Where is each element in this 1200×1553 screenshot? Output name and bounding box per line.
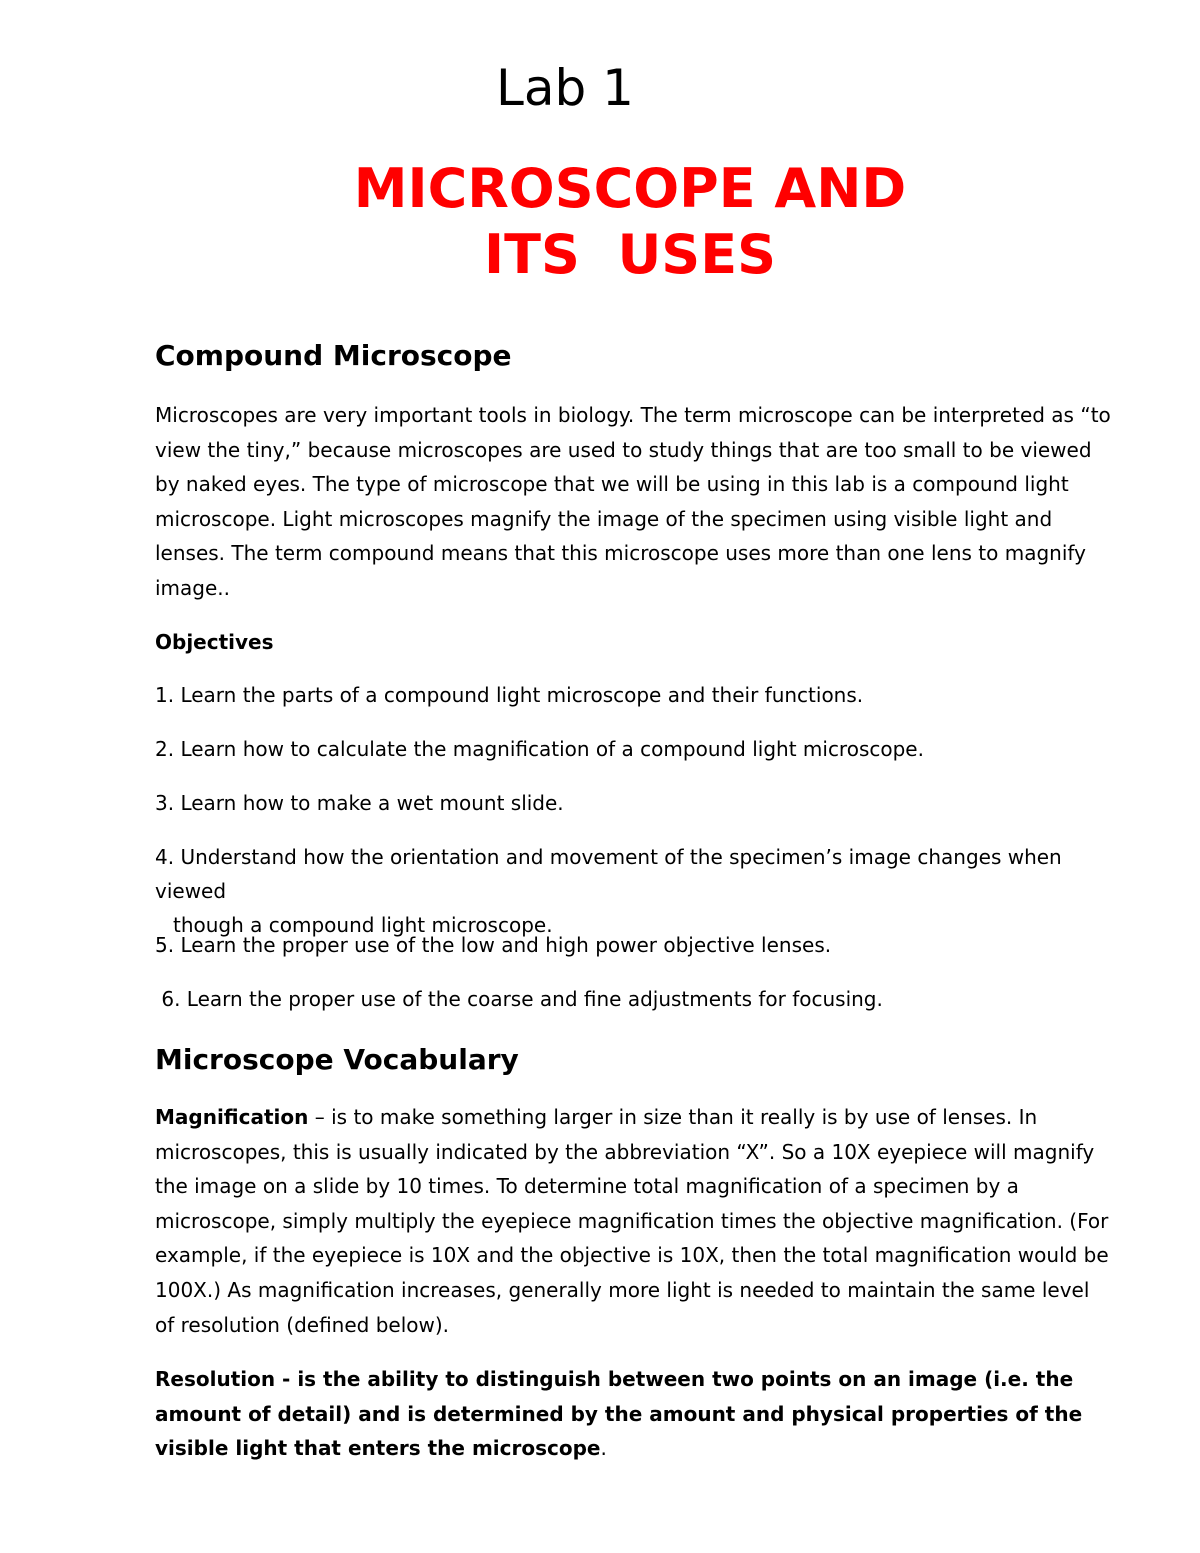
main-title bbox=[0, 156, 1200, 288]
resolution-period: . bbox=[600, 1436, 607, 1461]
objectives-label: Objectives bbox=[155, 630, 274, 654]
compound-microscope-paragraph: Microscopes are very important tools in biology. The term microscope can be interpreted as “to view the tiny,” because microscopes are used to study things that are too small to be viewed by naked eyes. The type of microscope that we will be using in this lab is a compound light microscope. Light microscopes magnify the image of the specimen using visible light and lenses. The term compound means that this microscope uses more than one lens to magnify image.. bbox=[155, 403, 1111, 600]
objective-item-4-continuation: though a compound light microscope. bbox=[173, 913, 553, 937]
objective-item-1: 1. Learn the parts of a compound light microscope and their functions. bbox=[155, 683, 864, 707]
lab-title: Lab 1 bbox=[496, 59, 634, 117]
objective-item-2: 2. Learn how to calculate the magnification of a compound light microscope. bbox=[155, 737, 924, 761]
microscope-vocabulary-heading: Microscope Vocabulary bbox=[155, 1043, 519, 1076]
objective-item-4-text: 4. Understand how the orientation and movement of the specimen’s image changes when viewed bbox=[155, 845, 1062, 903]
magnification-term: Magnification bbox=[155, 1105, 309, 1129]
objective-item-5: 5. Learn the proper use of the low and high power objective lenses. bbox=[155, 933, 832, 957]
compound-microscope-heading: Compound Microscope bbox=[155, 339, 512, 372]
resolution-definition bbox=[155, 1362, 1115, 1466]
resolution-text: Resolution - is the ability to distinguish between two points on an image (i.e. the amount of detail) and is determined by the amount and physical properties of the visible light that enters the microscope bbox=[155, 1367, 1083, 1461]
main-title-line1: MICROSCOPE AND bbox=[353, 157, 907, 220]
main-title-line2: ITS USES bbox=[484, 223, 776, 286]
objective-item-3: 3. Learn how to make a wet mount slide. bbox=[155, 791, 564, 815]
objective-item-4 bbox=[155, 840, 1125, 942]
objective-item-6: 6. Learn the proper use of the coarse and fine adjustments for focusing. bbox=[155, 987, 883, 1011]
magnification-definition bbox=[155, 1100, 1115, 1342]
magnification-text: – is to make something larger in size than it really is by use of lenses. In microscopes, this is usually indicated by the abbreviation “X”. So a 10X eyepiece will magnify the image on a slide by 10 times. To determine total magnification of a specimen by a microscope, simply multiply the eyepiece magnification times the objective magnification. (For example, if the eyepiece is 10X and the objective is 10X, then the total magnification would be 100X.) As magnification increases, generally more light is needed to maintain the same level of resolution (defined below). bbox=[155, 1105, 1109, 1337]
